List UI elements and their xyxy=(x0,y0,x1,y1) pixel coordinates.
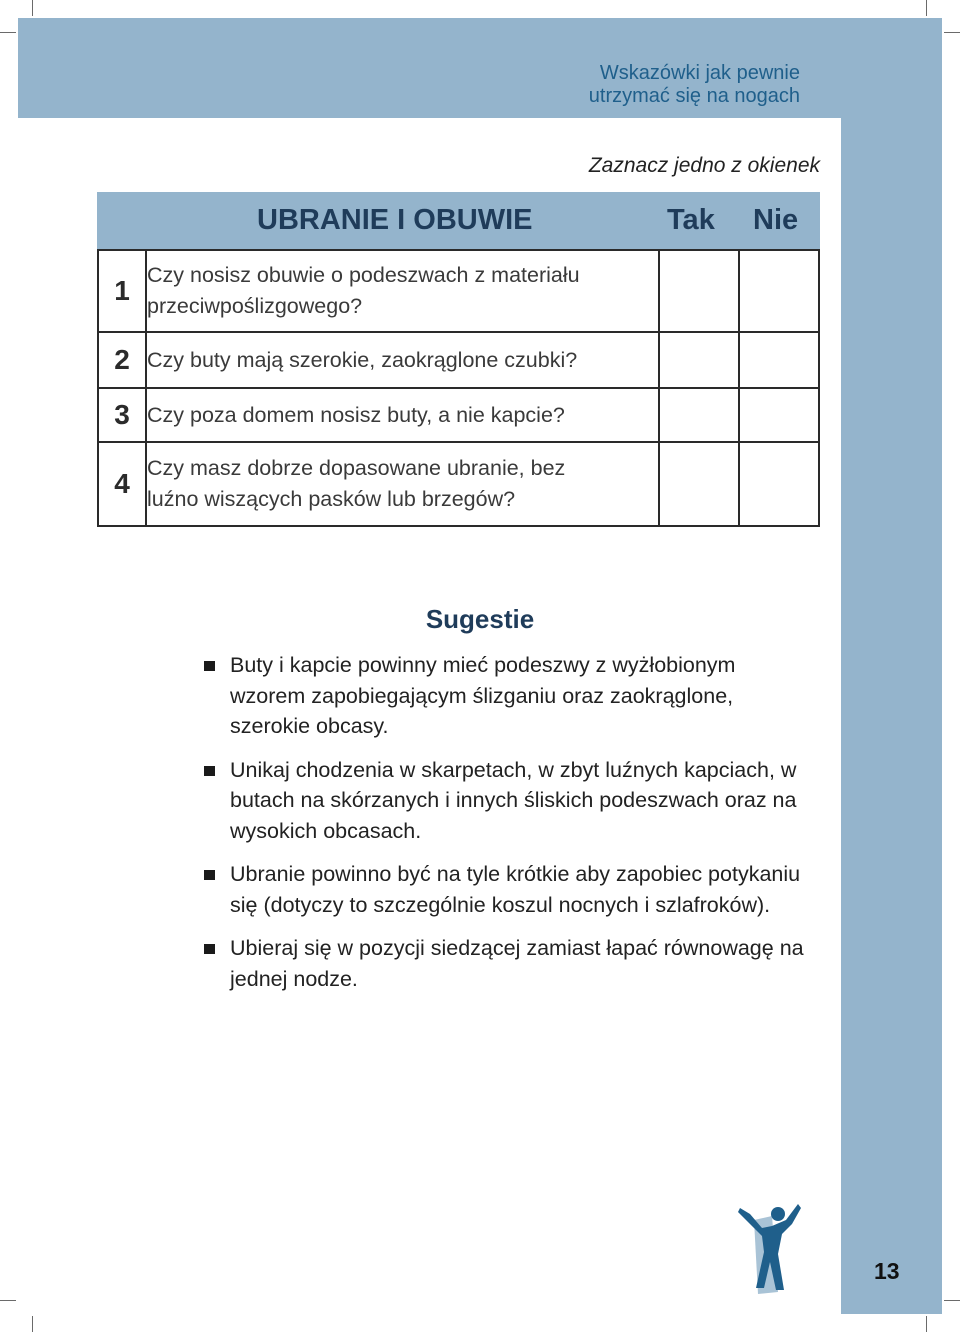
column-no-label: Nie xyxy=(753,204,799,236)
square-bullet-icon xyxy=(204,944,215,954)
crop-mark xyxy=(32,0,33,16)
instruction-text: Zaznacz jedno z okienek xyxy=(588,154,820,177)
square-bullet-icon xyxy=(204,661,215,671)
crop-mark xyxy=(0,1300,16,1301)
checkbox-no[interactable] xyxy=(739,442,819,526)
crop-mark xyxy=(926,1316,927,1332)
questions-table xyxy=(97,249,820,527)
suggestion-text: Ubieraj się w pozycji siedzącej zamiast łapać równowagę na jednej nodze. xyxy=(230,936,804,991)
crop-mark xyxy=(926,0,927,16)
checkbox-yes[interactable] xyxy=(659,250,739,332)
person-figure-logo-icon xyxy=(738,1200,802,1296)
question-line: przeciwpoślizgowego? xyxy=(147,294,363,318)
crop-mark xyxy=(944,1300,960,1301)
question-text xyxy=(146,388,659,442)
row-number: 1 xyxy=(98,250,146,332)
header-band xyxy=(18,18,942,118)
side-band xyxy=(841,18,942,1314)
question-text xyxy=(146,332,659,388)
suggestions-title: Sugestie xyxy=(425,604,535,634)
checkbox-no[interactable] xyxy=(739,388,819,442)
table-row xyxy=(98,250,819,332)
checkbox-no[interactable] xyxy=(739,250,819,332)
page-number: 13 xyxy=(874,1258,900,1284)
suggestion-text: Unikaj chodzenia w skarpetach, w zbyt luźnych kapciach, w butach na skórzanych i innych śliskich podeszwach oraz na wysokich obcasach. xyxy=(230,757,797,843)
list-item xyxy=(198,650,808,742)
crop-mark xyxy=(944,32,960,33)
table-title: UBRANIE I OBUWIE xyxy=(257,204,533,236)
header-title-line1: Wskazówki jak pewnie xyxy=(599,62,800,84)
crop-mark xyxy=(0,32,16,33)
suggestion-text: Buty i kapcie powinny mieć podeszwy z wyżłobionym wzorem zapobiegającym ślizganiu oraz zaokrąglone, szerokie obcasy. xyxy=(230,653,736,738)
square-bullet-icon xyxy=(204,870,215,880)
list-item xyxy=(198,755,808,847)
checkbox-yes[interactable] xyxy=(659,388,739,442)
suggestions-list xyxy=(198,650,808,1007)
question-line: luźno wiszących pasków lub brzegów? xyxy=(147,487,516,511)
question-line: Czy poza domem nosisz buty, a nie kapcie? xyxy=(147,402,565,427)
page-header-title xyxy=(589,62,800,108)
column-yes-label: Tak xyxy=(667,204,715,236)
table-header xyxy=(97,192,820,249)
row-number: 4 xyxy=(98,442,146,526)
list-item xyxy=(198,859,808,920)
question-line: Czy buty mają szerokie, zaokrąglone czubki? xyxy=(147,347,578,372)
checkbox-yes[interactable] xyxy=(659,442,739,526)
suggestion-text: Ubranie powinno być na tyle krótkie aby zapobiec potykaniu się (dotyczy to szczególnie koszul nocnych i szlafroków). xyxy=(230,862,801,917)
question-line: Czy nosisz obuwie o podeszwach z materiału xyxy=(147,263,580,287)
header-title-line2: utrzymać się na nogach xyxy=(588,85,800,107)
crop-mark xyxy=(32,1316,33,1332)
question-line: Czy masz dobrze dopasowane ubranie, bez xyxy=(147,456,566,480)
table-row xyxy=(98,332,819,388)
square-bullet-icon xyxy=(204,766,215,776)
table-row xyxy=(98,388,819,442)
table-row xyxy=(98,442,819,526)
question-text xyxy=(146,442,659,526)
question-text xyxy=(146,250,659,332)
checkbox-yes[interactable] xyxy=(659,332,739,388)
list-item xyxy=(198,933,808,994)
row-number: 2 xyxy=(98,332,146,388)
row-number: 3 xyxy=(98,388,146,442)
checkbox-no[interactable] xyxy=(739,332,819,388)
